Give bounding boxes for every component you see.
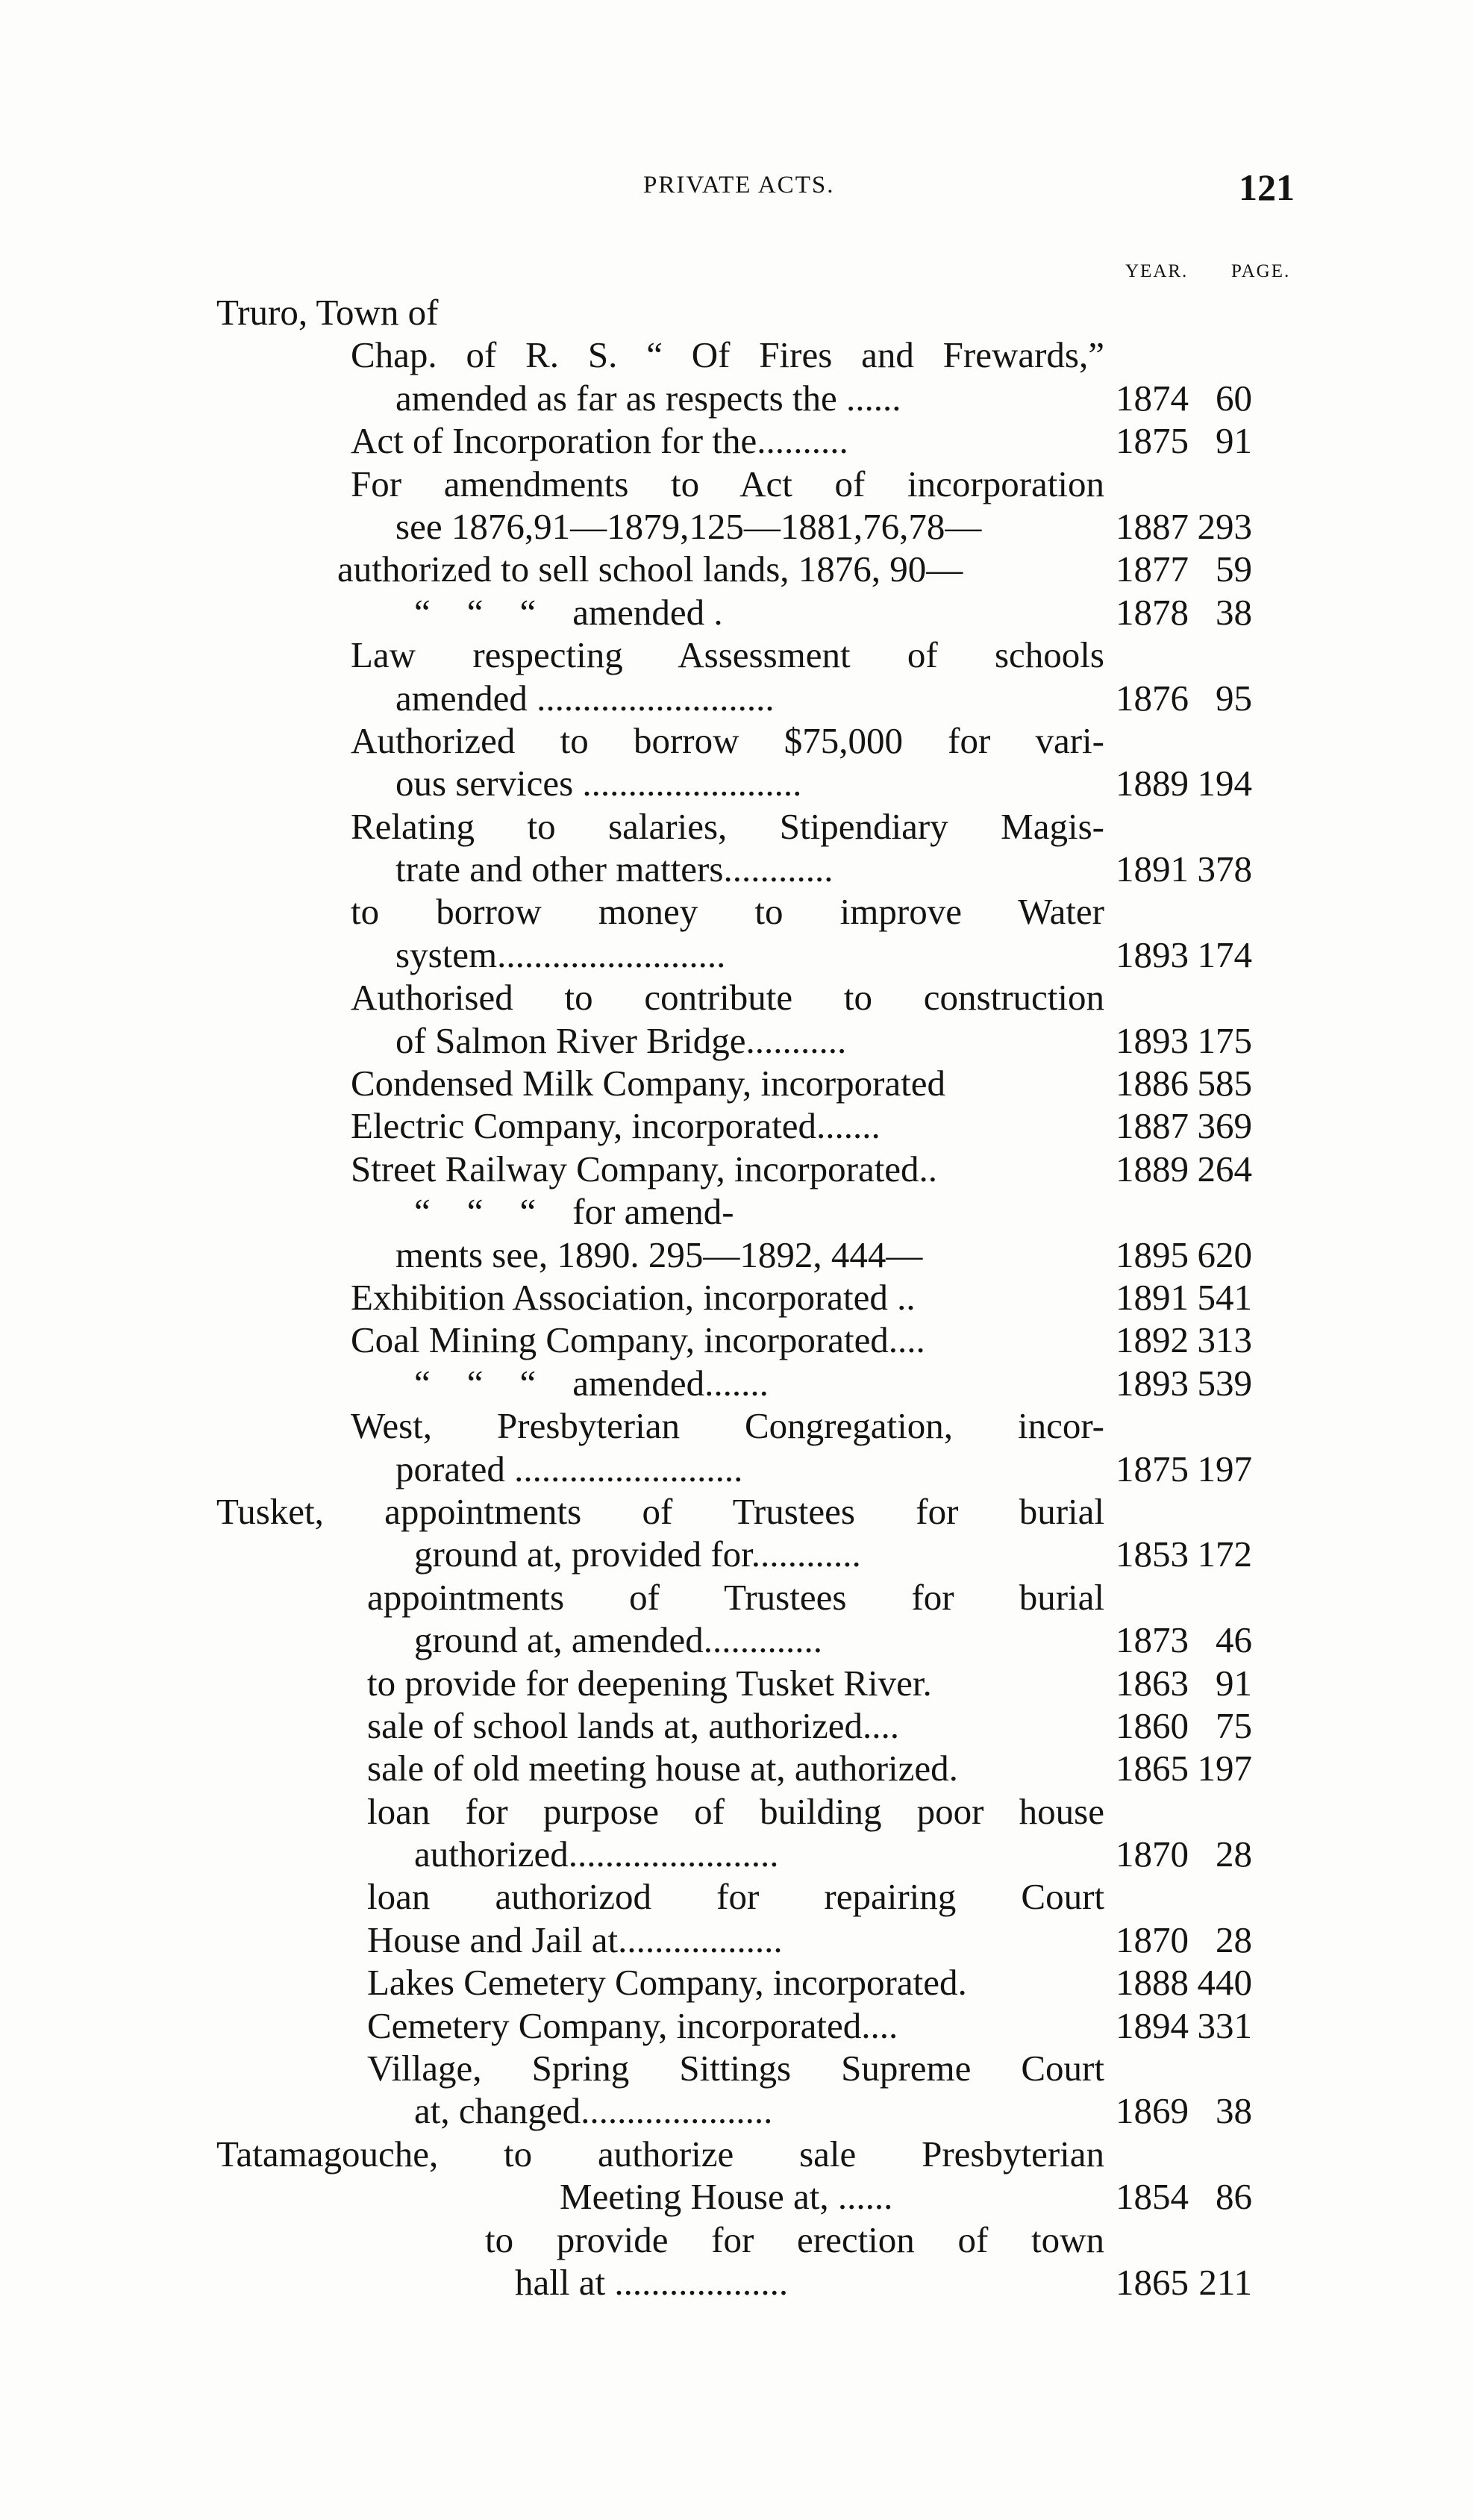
index-line [0, 2219, 1473, 2261]
index-entry-page: 194 [1197, 763, 1252, 804]
index-entry-text: Street Railway Company, incorporated.. [351, 1148, 938, 1189]
index-entry-text: Chap. of R. S. “ Of Fires and Frewards,” [351, 334, 1104, 376]
index-entry-page: 293 [1197, 505, 1252, 547]
index-entry-page: 172 [1197, 1533, 1252, 1575]
index-entry-year: 1892 [1116, 1319, 1189, 1361]
index-entry-year: 1873 [1116, 1619, 1189, 1661]
index-entry-year: 1853 [1116, 1533, 1189, 1575]
index-entry-year: 1891 [1116, 848, 1189, 890]
index-entry-year: 1894 [1116, 2004, 1189, 2046]
index-heading: Truro, Town of [216, 292, 439, 333]
index-line [0, 1747, 1473, 1789]
index-line [0, 1062, 1473, 1104]
index-entry-year: 1893 [1116, 1019, 1189, 1061]
index-line [0, 890, 1473, 933]
index-entry-text: trate and other matters............ [395, 848, 834, 890]
index-line [0, 634, 1473, 676]
index-entry-year: 1874 [1116, 377, 1189, 419]
index-entry-text: amended .......................... [395, 677, 775, 719]
index-line [0, 463, 1473, 505]
index-entry-year: 1891 [1116, 1276, 1189, 1318]
index-entry-year: 1887 [1116, 505, 1189, 547]
index-entry-text: see 1876,91—1879,125—1881,76,78— [395, 505, 982, 547]
year-column-header: YEAR. [1125, 261, 1189, 281]
index-line [0, 1362, 1473, 1404]
index-line [0, 762, 1473, 804]
column-headers [0, 261, 1473, 291]
index-entry-year: 1869 [1116, 2090, 1189, 2132]
index-entry-text: appointments of Trustees for burial [367, 1576, 1104, 1618]
index-entry-page: 28 [1216, 1919, 1252, 1960]
index-entry-text: “ “ “ amended....... [414, 1362, 769, 1404]
index-entry-page: 75 [1216, 1704, 1252, 1746]
index-entry-page: 620 [1197, 1234, 1252, 1275]
index-line [0, 1961, 1473, 2004]
index-entry-year: 1887 [1116, 1105, 1189, 1147]
index-entry-text: Act of Incorporation for the.......... [351, 420, 848, 462]
index-line [0, 677, 1473, 719]
index-entry-text: Village, Spring Sittings Supreme Court [367, 2048, 1104, 2089]
index-heading: Tatamagouche, to authorize sale Presbyterian [216, 2133, 1104, 2174]
index-line [0, 1833, 1473, 1875]
index-entry-page: 46 [1216, 1619, 1252, 1661]
index-entry-year: 1889 [1116, 763, 1189, 804]
index-entry-page: 331 [1197, 2004, 1252, 2046]
index-entry-page: 38 [1216, 2090, 1252, 2132]
index-entry-page: 59 [1216, 548, 1252, 590]
index-entry-page: 86 [1216, 2176, 1252, 2218]
index-entry-year: 1854 [1116, 2176, 1189, 2218]
index-line [0, 1404, 1473, 1447]
index-entry-page: 95 [1216, 677, 1252, 719]
index-line [0, 1704, 1473, 1747]
index-line [0, 291, 1473, 334]
index-entry-page: 38 [1216, 591, 1252, 633]
index-entry-text: Condensed Milk Company, incorporated [351, 1063, 946, 1104]
index-entry-page: 175 [1197, 1019, 1252, 1061]
index-line [0, 591, 1473, 634]
index-entry-text: authorized....................... [414, 1833, 779, 1875]
index-line [0, 1019, 1473, 1062]
running-title: PRIVATE ACTS. [643, 172, 835, 198]
index-entry-text: porated ......................... [395, 1448, 743, 1489]
index-entry-year: 1865 [1116, 1748, 1189, 1789]
index-entry-year: 1893 [1116, 1362, 1189, 1404]
index-entry-page: 313 [1197, 1319, 1252, 1361]
index-entry-text: ments see, 1890. 295—1892, 444— [395, 1234, 923, 1275]
index-entry-text: Meeting House at, ...... [560, 2176, 893, 2218]
index-entry-text: For amendments to Act of incorporation [351, 463, 1104, 504]
index-entry-text: Law respecting Assessment of schools [351, 634, 1104, 676]
index-entry-page: 378 [1197, 848, 1252, 890]
index-entry-year: 1889 [1116, 1148, 1189, 1189]
index-heading: Tusket, appointments of Trustees for burial [216, 1490, 1104, 1532]
index-entry-year: 1886 [1116, 1063, 1189, 1104]
index-entry-text: ground at, provided for............ [414, 1533, 861, 1575]
index-entry-text: Exhibition Association, incorporated .. [351, 1276, 916, 1318]
index-entry-year: 1863 [1116, 1662, 1189, 1704]
index-entry-page: 369 [1197, 1105, 1252, 1147]
index-line [0, 1448, 1473, 1490]
index-line [0, 1662, 1473, 1704]
index-line [0, 1234, 1473, 1276]
index-line [0, 848, 1473, 890]
index-entry-text: Authorised to contribute to construction [351, 977, 1104, 1019]
index-entry-text: to provide for erection of town [485, 2219, 1104, 2260]
index-entry-page: 197 [1197, 1448, 1252, 1489]
index-entry-text: sale of school lands at, authorized.... [367, 1704, 900, 1746]
index-entry-page: 197 [1197, 1748, 1252, 1789]
index-entry-text: sale of old meeting house at, authorized. [367, 1748, 958, 1789]
index-line [0, 1319, 1473, 1361]
index-line [0, 1276, 1473, 1319]
index-entry-page: 541 [1197, 1276, 1252, 1318]
index-entry-year: 1875 [1116, 420, 1189, 462]
index-entry-text: “ “ “ for amend- [414, 1191, 734, 1233]
page-number: 121 [1239, 166, 1295, 208]
index-entry-text: authorized to sell school lands, 1876, 90— [337, 548, 963, 590]
index-line [0, 2133, 1473, 2175]
index-line [0, 1104, 1473, 1147]
index-entry-text: House and Jail at.................. [367, 1919, 783, 1960]
index-entry-page: 28 [1216, 1833, 1252, 1875]
index-entry-year: 1878 [1116, 591, 1189, 633]
index-entry-text: ground at, amended............. [414, 1619, 823, 1661]
index-line [0, 1190, 1473, 1233]
index-entry-text: hall at ................... [515, 2261, 789, 2303]
index-entry-page: 60 [1216, 377, 1252, 419]
index-line [0, 334, 1473, 376]
index-entry-year: 1888 [1116, 1962, 1189, 2004]
index-entry-year: 1870 [1116, 1919, 1189, 1960]
index-entry-text: loan authorizod for repairing Court [367, 1876, 1104, 1918]
index-line [0, 1533, 1473, 1575]
index-entry-text: ous services ........................ [395, 763, 802, 804]
index-line [0, 2089, 1473, 2132]
index-entry-page: 539 [1197, 1362, 1252, 1404]
index-entry-page: 264 [1197, 1148, 1252, 1189]
index-entry-year: 1877 [1116, 548, 1189, 590]
index-entry-text: at, changed..................... [414, 2090, 773, 2132]
index-entry-text: “ “ “ amended . [414, 591, 723, 633]
index-entry-text: Coal Mining Company, incorporated.... [351, 1319, 925, 1361]
index-entry-text: Electric Company, incorporated....... [351, 1105, 881, 1147]
running-head [0, 166, 1473, 210]
index-entry-page: 585 [1197, 1063, 1252, 1104]
index-entry-text: to borrow money to improve Water [351, 891, 1104, 933]
index-entry-page: 211 [1198, 2261, 1252, 2303]
index-entry-year: 1876 [1116, 677, 1189, 719]
page-column-header: PAGE. [1231, 261, 1291, 281]
index-entry-text: West, Presbyterian Congregation, incor- [351, 1405, 1104, 1447]
index-entry-year: 1893 [1116, 934, 1189, 975]
index-entry-text: of Salmon River Bridge........... [395, 1019, 847, 1061]
index-line [0, 719, 1473, 762]
index-line [0, 976, 1473, 1019]
index-entry-text: Lakes Cemetery Company, incorporated. [367, 1962, 967, 2004]
index-entry-text: Cemetery Company, incorporated.... [367, 2004, 898, 2046]
index-line [0, 2004, 1473, 2047]
index-line [0, 1875, 1473, 1918]
index-entry-page: 174 [1197, 934, 1252, 975]
index-entries [0, 291, 1473, 2304]
index-entry-page: 440 [1197, 1962, 1252, 2004]
index-line [0, 548, 1473, 590]
index-line [0, 805, 1473, 848]
index-entry-text: system......................... [395, 934, 726, 975]
index-line [0, 2261, 1473, 2304]
index-line [0, 1490, 1473, 1533]
index-line [0, 419, 1473, 462]
index-line [0, 2175, 1473, 2218]
index-line [0, 1919, 1473, 1961]
index-entry-year: 1875 [1116, 1448, 1189, 1489]
index-entry-text: amended as far as respects the ...... [395, 377, 901, 419]
index-entry-text: Authorized to borrow $75,000 for vari- [351, 719, 1104, 761]
index-entry-page: 91 [1216, 420, 1252, 462]
index-line [0, 377, 1473, 419]
index-line [0, 1148, 1473, 1190]
index-line [0, 934, 1473, 976]
index-entry-year: 1860 [1116, 1704, 1189, 1746]
index-entry-page: 91 [1216, 1662, 1252, 1704]
index-line [0, 1619, 1473, 1661]
index-entry-year: 1865 [1116, 2261, 1189, 2303]
index-entry-year: 1895 [1116, 1234, 1189, 1275]
index-entry-year: 1870 [1116, 1833, 1189, 1875]
index-entry-text: loan for purpose of building poor house [367, 1790, 1104, 1832]
index-entry-text: Relating to salaries, Stipendiary Magis- [351, 805, 1104, 847]
index-line [0, 1576, 1473, 1619]
index-line [0, 505, 1473, 548]
index-line [0, 2047, 1473, 2089]
index-entry-text: to provide for deepening Tusket River. [367, 1662, 932, 1704]
index-line [0, 1790, 1473, 1833]
